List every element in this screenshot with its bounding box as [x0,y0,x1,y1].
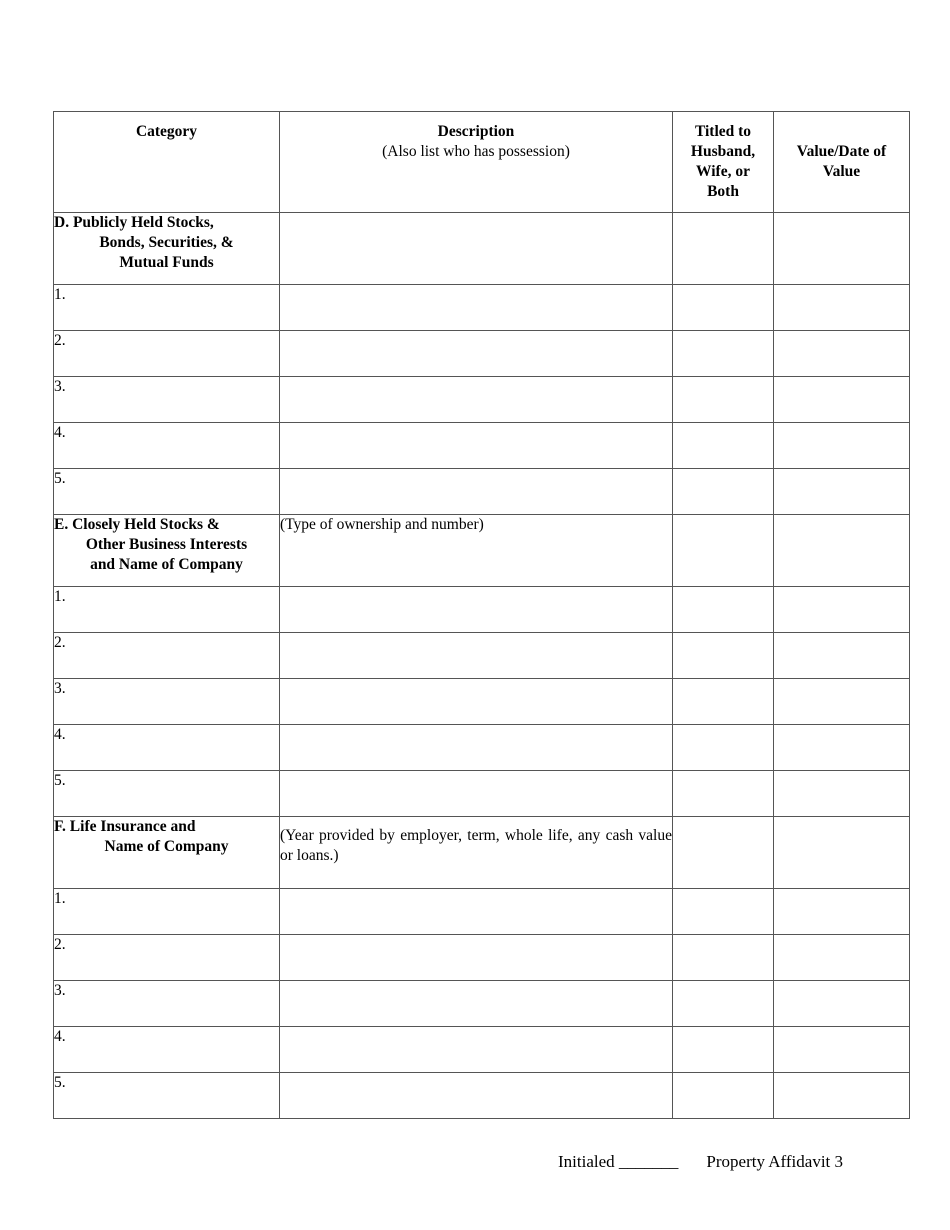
page-footer [558,1152,843,1172]
section-d-line1: D. Publicly Held Stocks, [54,214,214,231]
titled-cell[interactable] [673,1073,774,1119]
row-number: 5. [54,1073,280,1119]
section-f-titled-cell[interactable] [673,817,774,889]
section-f-line1: F. Life Insurance and [54,818,196,835]
value-cell[interactable] [774,679,910,725]
section-e-label [54,515,280,587]
value-cell[interactable] [774,889,910,935]
table-row [54,1073,910,1119]
table-row [54,679,910,725]
row-number: 1. [54,587,280,633]
value-cell[interactable] [774,1027,910,1073]
initialed-field[interactable]: Initialed _______ [558,1152,679,1171]
titled-cell[interactable] [673,889,774,935]
value-cell[interactable] [774,331,910,377]
value-cell[interactable] [774,423,910,469]
value-cell[interactable] [774,771,910,817]
description-cell[interactable] [280,423,673,469]
section-d-label [54,213,280,285]
section-e-header [54,515,910,587]
section-f-line2: Name of Company [104,838,229,855]
section-e-line1: E. Closely Held Stocks & [54,516,220,533]
description-cell[interactable] [280,331,673,377]
page-label: Property Affidavit 3 [706,1152,844,1171]
section-d-description-cell[interactable] [280,213,673,285]
row-number: 4. [54,1027,280,1073]
titled-cell[interactable] [673,587,774,633]
description-cell[interactable] [280,469,673,515]
property-table [53,111,910,1119]
table-row [54,771,910,817]
table-row [54,587,910,633]
section-e-line2: Other Business Interests [85,536,248,553]
description-cell[interactable] [280,889,673,935]
section-d-header [54,213,910,285]
description-cell[interactable] [280,725,673,771]
description-cell[interactable] [280,771,673,817]
value-cell[interactable] [774,1073,910,1119]
value-cell[interactable] [774,935,910,981]
value-cell[interactable] [774,469,910,515]
titled-cell[interactable] [673,679,774,725]
section-d-titled-cell[interactable] [673,213,774,285]
table-row [54,935,910,981]
row-number: 4. [54,725,280,771]
row-number: 4. [54,423,280,469]
header-titled [673,112,774,213]
titled-cell[interactable] [673,633,774,679]
section-f-header [54,817,910,889]
section-e-value-cell[interactable] [774,515,910,587]
row-number: 2. [54,633,280,679]
header-titled-line: Husband, [690,143,756,160]
row-number: 5. [54,469,280,515]
table-row [54,469,910,515]
titled-cell[interactable] [673,1027,774,1073]
description-cell[interactable] [280,633,673,679]
table-row [54,889,910,935]
row-number: 5. [54,771,280,817]
section-d-value-cell[interactable] [774,213,910,285]
value-cell[interactable] [774,587,910,633]
titled-cell[interactable] [673,771,774,817]
titled-cell[interactable] [673,469,774,515]
value-cell[interactable] [774,633,910,679]
description-cell[interactable] [280,285,673,331]
header-value [774,112,910,213]
description-cell[interactable] [280,1073,673,1119]
section-f-note: (Year provided by employer, term, whole life, any cash value or loans.) [280,817,673,889]
section-e-line3: and Name of Company [90,556,243,573]
header-description-sub: (Also list who has possession) [382,143,570,160]
description-cell[interactable] [280,377,673,423]
titled-cell[interactable] [673,423,774,469]
row-number: 1. [54,889,280,935]
description-cell[interactable] [280,1027,673,1073]
row-number: 3. [54,981,280,1027]
value-cell[interactable] [774,725,910,771]
table-row [54,423,910,469]
section-f-label [54,817,280,889]
section-d-line3: Mutual Funds [119,254,214,271]
header-titled-line: Titled to [694,123,752,140]
header-value-line: Value [822,163,861,180]
row-number: 3. [54,679,280,725]
header-description-title: Description [437,123,515,140]
row-number: 2. [54,331,280,377]
description-cell[interactable] [280,981,673,1027]
table-row [54,331,910,377]
section-e-titled-cell[interactable] [673,515,774,587]
section-f-value-cell[interactable] [774,817,910,889]
titled-cell[interactable] [673,331,774,377]
header-description [280,112,673,213]
row-number: 3. [54,377,280,423]
titled-cell[interactable] [673,981,774,1027]
table-row [54,981,910,1027]
titled-cell[interactable] [673,285,774,331]
table-row [54,1027,910,1073]
description-cell[interactable] [280,679,673,725]
value-cell[interactable] [774,377,910,423]
section-d-line2: Bonds, Securities, & [99,234,234,251]
table-row [54,725,910,771]
table-row [54,377,910,423]
table-row [54,285,910,331]
table-row [54,633,910,679]
section-e-note: (Type of ownership and number) [280,515,673,587]
description-cell[interactable] [280,587,673,633]
header-category: Category [54,112,280,213]
row-number: 2. [54,935,280,981]
header-titled-line: Both [707,183,739,200]
titled-cell[interactable] [673,377,774,423]
titled-cell[interactable] [673,935,774,981]
description-cell[interactable] [280,935,673,981]
table-header [54,112,910,213]
titled-cell[interactable] [673,725,774,771]
header-titled-line: Wife, or [696,163,750,180]
value-cell[interactable] [774,981,910,1027]
value-cell[interactable] [774,285,910,331]
row-number: 1. [54,285,280,331]
header-value-line: Value/Date of [796,143,887,160]
